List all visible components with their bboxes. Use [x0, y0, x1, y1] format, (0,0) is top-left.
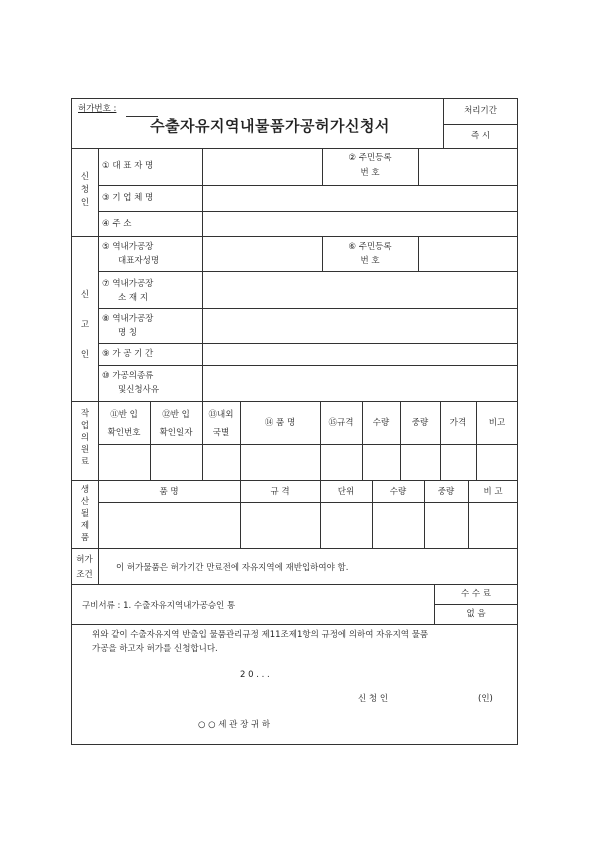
col-entry-date-line1: ⑫반 입: [162, 410, 190, 420]
processing-period-row: ⑨ 가 공 기 간: [102, 349, 154, 359]
col-price: 가격: [449, 418, 467, 428]
product-col-quantity: 수량: [389, 487, 407, 497]
condition-label-line1: 허가: [76, 555, 93, 565]
condition-text: 이 허가물품은 허가기간 만료전에 자유지역에 재반입하여야 함.: [116, 563, 349, 573]
products-side-label: 생 산 될 제 품: [80, 485, 90, 543]
factory-name-line1: ⑧ 역내가공장: [102, 314, 154, 324]
application-date: 2 0 . . .: [240, 670, 270, 680]
col-origin-line1: ⑬내외: [208, 410, 234, 420]
processing-period-label: 처리기간: [464, 106, 497, 116]
location-line1: ⑦ 역내가공장: [102, 279, 154, 289]
rep-name-label: ① 대 표 자 명: [102, 161, 154, 171]
applicant-signature-label: 신 청 인: [358, 694, 389, 704]
product-col-name: 품 명: [159, 487, 179, 497]
rep-line1: ⑤ 역내가공장: [102, 242, 154, 252]
col-entry-no-line1: ⑪반 입: [110, 410, 138, 420]
addressee: ○ ○ 세 관 장 귀 하: [198, 720, 271, 730]
seal-mark: (인): [478, 694, 493, 704]
product-col-spec: 규 격: [270, 487, 290, 497]
permit-number-label: 허가번호 :: [78, 104, 117, 114]
rep-line2: 대표자성명: [118, 256, 160, 266]
fee-value: 없 음: [466, 609, 486, 619]
declarant-side-label: 신 고 인: [80, 290, 90, 360]
processing-period-value: 즉 시: [470, 131, 491, 141]
factory-name-line2: 명 칭: [118, 328, 138, 338]
raw-material-side-label: 작 업 의 원 료: [80, 409, 90, 467]
product-col-weight: 중량: [437, 487, 455, 497]
reg-no-label-line1: ② 주민등록: [348, 153, 392, 163]
reason-line1: ⑩ 가공의종류: [102, 371, 154, 381]
applicant-side-label: 신 청 인: [80, 172, 90, 208]
form-title: 수출자유지역내물품가공허가신청서: [150, 117, 390, 135]
location-line2: 소 재 지: [118, 293, 149, 303]
product-col-unit: 단위: [337, 487, 355, 497]
col-entry-date-line2: 확인일자: [159, 428, 193, 438]
col-item-name: ⑭ 품 명: [264, 418, 296, 428]
col-entry-no-line2: 확인번호: [107, 428, 141, 438]
col-origin-line2: 국별: [212, 428, 230, 438]
fee-label: 수 수 료: [460, 589, 492, 599]
col-quantity: 수량: [372, 418, 390, 428]
reg-no-label-line2: 번 호: [360, 168, 380, 178]
address-label: ④ 주 소: [102, 219, 132, 229]
required-documents: 구비서류 : 1. 수출자유지역내가공승인 통: [82, 601, 236, 611]
reason-line2: 및신청사유: [118, 385, 160, 395]
col-weight: 중량: [411, 418, 429, 428]
product-col-remarks: 비 고: [483, 487, 503, 497]
col-spec: ⑮규격: [328, 418, 354, 428]
declarant-reg-no-line1: ⑥ 주민등록: [348, 242, 392, 252]
company-label: ③ 기 업 체 명: [102, 193, 154, 203]
col-remarks: 비고: [488, 418, 506, 428]
condition-label-line2: 조건: [76, 570, 93, 580]
statement-line1: 위와 같이 수출자유지역 반출입 물품관리규정 제11조제1항의 규정에 의하여 자유지역 물품: [92, 630, 429, 640]
declarant-reg-no-line2: 번 호: [360, 256, 380, 266]
statement-line2: 가공을 하고자 허가를 신청합니다.: [92, 644, 218, 654]
